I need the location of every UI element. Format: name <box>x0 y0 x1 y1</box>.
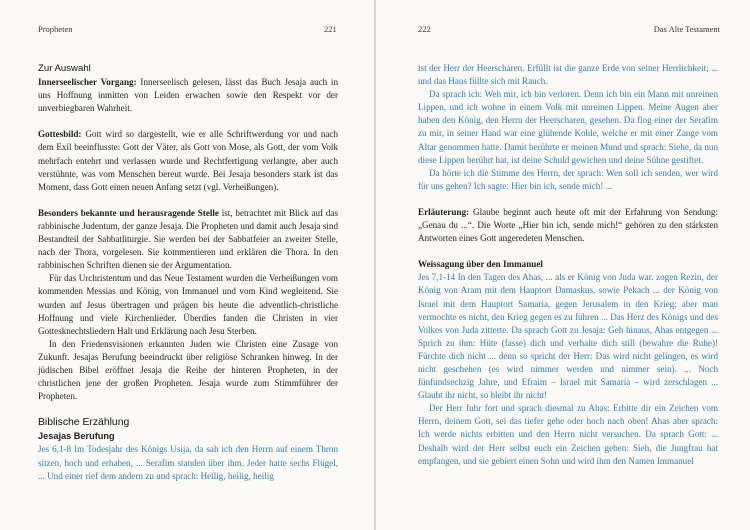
left-content <box>38 62 338 483</box>
narrative-heading: Biblische Erzählung <box>38 417 130 429</box>
paragraph-stelle: Besonders bekannte und herausragende Stelle ist, betrachtet mit Blick auf das rabbinische Judentum, der ganze Jesaja. Die Propheten und damit auch Jesaja sind Bestandteil der Sabbatliturgie. Sie werden bei der Sabbatfeier an zweiter Stelle, nach der Thora, vorgelesen. Sie kommentieren und erklären die Thora. In den rabbinischen Schriften dienen sie der Argumentation. <box>38 207 338 271</box>
bible-quote: Da sprach ich: Weh mir, ich bin verloren. Denn ich bin ein Mann mit unreinen Lippen, und ich wohne in einem Volk mit unreinen Lippen. Meine Augen aber haben den König, den Herrn der Heerscharen, gesehen. Da flog einer der Serafim zu mir, in seiner Hand war eine glühende Kohle, welche er mit einer Zange vom Altar genommen hatte. Damit berührte er meinen Mund und sprach: Siehe, da nun diese Lippen berührt hat, ist deine Schuld gewichen und deine Sühne gestiftet. <box>418 89 718 165</box>
bible-quote: Da hörte ich die Stimme des Herrn, der sprach: Wen soll ich senden, wer wird für uns gehen? Ich sagte: Hier bin ich, sende mich! ... <box>418 167 718 191</box>
term-label: Erläuterung: <box>418 206 470 217</box>
paragraph-urchristentum: Für das Urchristentum und das Neue Testament wurden die Verheißungen vom kommenden Messias und König, von Immanuel und vom Kind wegleitend. Sie wurden auf Jesus übertragen und prägen bis heute die adventlich-christliche Hoffnung und viele Kirchenlieder. Überdies fanden die Christen in vier Gottesknechtsliedern Halt und Erklärung nach Jesu Sterben. <box>38 273 338 336</box>
bible-quote: Der Herr fuhr fort und sprach diesmal zu Ahas: Erbitte dir ein Zeichen vom Herrn, deinem Gott, sei das tiefer gehe oder hoch nach oben! Ahas aber sprach: Ich werde nichts erbitten und den Herrn nicht versuchen. Da sprach Gott: ... Deshalb wird der Herr selbst euch ein Zeichen geben: Sieh, die Jungfrau hat empfangen, und sie gebiert einen Sohn und wird ihm den Namen Immanuel <box>418 403 718 466</box>
right-content <box>418 62 718 468</box>
page-number-right: 222 <box>418 24 431 34</box>
paragraph-erlaeuterung: Erläuterung: Glaube beginnt auch heute oft mit der Erfahrung von Sendung: „Genau du ...“. Die Worte „Hier bin ich, sende mich!“ gehören zu den stärksten Antworten eines Gott angeredeten Menschen. <box>418 206 718 244</box>
section-heading: Zur Auswahl <box>38 63 91 74</box>
running-header-left: Propheten <box>38 24 73 34</box>
term-label: Gottesbild: <box>38 129 82 140</box>
paragraph-gottesbild: Gottesbild: Gott wird so dargestellt, wie er alle Schriftwerdung vor und nach dem Exil beeinflusste: Gott der Väter, als Gott von Mose, als Gott, der vom Volk mehrfach entehrt und verlassen wurde und Rechtfertigung verlangte, aber auch verstühnte, was vom Menschen bereut wurde. Bei Jesaja besonders stark ist das Moment, dass Gott einen neuen Anfang setzt (vgl. Verheißungen). <box>38 129 338 192</box>
bible-quote: ist der Herr der Heerscharen. Erfüllt ist die ganze Erde von seiner Herrlichkeit; ... und das Haus füllte sich mit Rauch. <box>418 63 718 87</box>
paragraph-innerseelisch: Innerseelischer Vorgang: Innerseelisch gelesen, lässt das Buch Jesaja auch in uns Hoffnung inmitten von Leiden erwachen sowie den Respekt vor der unverbiegbaren Wahrheit. <box>38 77 339 114</box>
right-page <box>376 0 750 530</box>
bible-quote: Jes 7,1-14 In den Tagen des Ahas, ... als er König von Juda war. zogen Rezin, der König von Aram mit dem Hauptort Damaskus, sowie Pekach ... der König von Israel mit dem Hauptort Samaria, gegen Jerusalem in den Krieg; aber man vermochte es nicht, den Krieg gegen es zu führen ... Das Herz des Königs und des Volkes von Juda zitterte. Da sprach Gott zu Jesaja: Geh hinaus, Ahas entgegen ... Sprich zu ihm: Hüte (fasse) dich und verhalte dich still (bewahre die Ruhe)! Fürchte dich nicht ... denn so spricht der Herr: Das wird nicht gelingen, es wird nicht geschehen (es wird nimmer werden und nimmer sein). ... Noch fünfundsechzig Jahre, und Efraim – Israel mit Samaria – wird zerschlagen ... Glaubt ihr nicht, so bleibt ihr nicht! <box>418 272 718 401</box>
sub-heading: Jesajas Berufung <box>38 431 115 442</box>
paragraph-friedensvisionen: In den Friedensvisionen erkannten Juden wie Christen eine Zusage von Zukunft. Jesajas Berufung beeindruckt über religiöse Schranken hinweg. In der jüdischen Bibel eröffnet Jesaja die Reihe der hinteren Propheten, in der christlichen jene der großen Propheten. Jesaja wurde zum Stimmführer der Propheten. <box>38 338 338 402</box>
term-label: Innerseelischer Vorgang: <box>38 77 137 88</box>
running-header-right: Das Alte Testament <box>653 24 720 34</box>
prophecy-heading: Weissagung über den Immanuel <box>418 259 543 270</box>
left-page <box>0 0 374 530</box>
page-number-left: 221 <box>324 24 337 34</box>
term-label: Besonders bekannte und herausragende Stelle <box>38 207 219 218</box>
bible-quote: Jes 6,1-8 Im Todesjahr des Königs Usija, da sah ich den Herrn auf einem Thron sitzen, hoch und erhaben, ... Serafim standen über ihm. Jeder hatte sechs Flügel, ... Und einer rief dem andern zu und sprach: Heilig, heilig, heilig <box>38 444 338 481</box>
